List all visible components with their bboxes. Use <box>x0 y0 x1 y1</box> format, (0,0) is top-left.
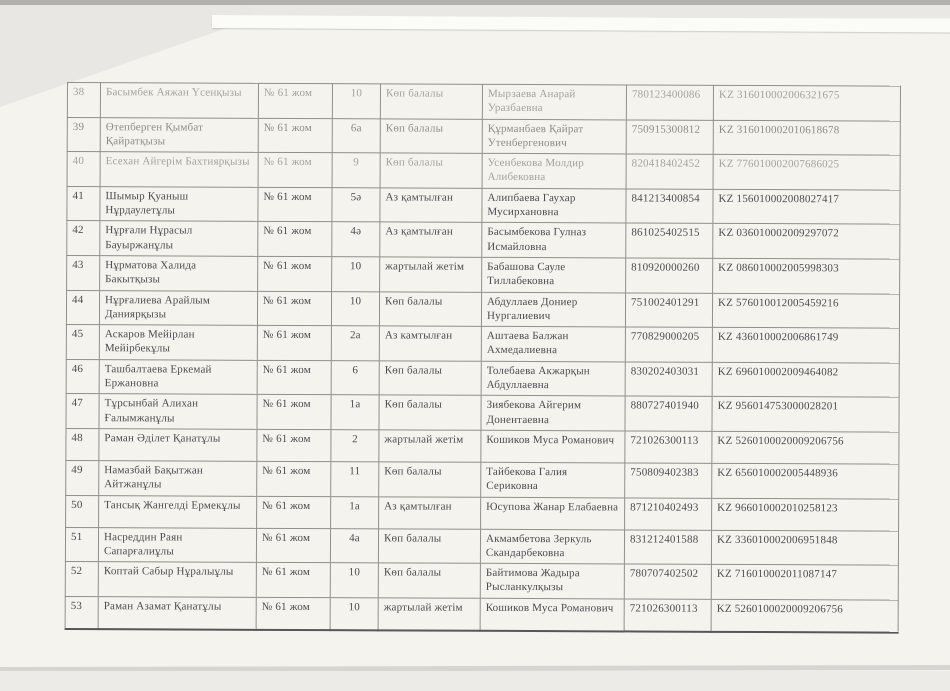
student-name: Нұрғалиева Арайлым Даниярқызы <box>99 290 257 325</box>
grade-value: 10 <box>332 257 380 292</box>
benefit-category: жартылай жетім <box>378 598 480 631</box>
parent-name: Мырзаева Анарай Уразбаевна <box>482 84 626 119</box>
row-number: 40 <box>67 152 100 187</box>
parent-name: Акмамбетова Зеркуль Скандарбековна <box>480 529 624 564</box>
table-row <box>66 290 899 328</box>
iin-number: 830202403031 <box>625 362 712 397</box>
school-name: № 61 жом <box>257 325 331 360</box>
grade-value: 4а <box>330 528 378 563</box>
table-row <box>66 495 899 531</box>
row-number: 49 <box>66 460 99 495</box>
benefit-category: Аз қамтылған <box>380 188 482 223</box>
student-name: Тұрсынбай Алихан Ғалымжанұлы <box>99 394 257 429</box>
parent-name: Құрманбаев Қайрат Утенбергенович <box>482 119 626 154</box>
student-name: Ташбалтаева Еркемай Ержановна <box>99 359 257 394</box>
benefit-category: Көп балалы <box>379 395 481 430</box>
row-number: 45 <box>66 325 99 360</box>
row-number: 41 <box>67 186 100 221</box>
iin-number: 841213400854 <box>626 189 713 224</box>
grade-value: 2 <box>331 430 379 462</box>
benefit-category: Көп балалы <box>379 291 481 326</box>
student-name: Раман Азамат Қанатұлы <box>98 596 256 629</box>
parent-name: Кошиков Муса Романович <box>480 598 624 631</box>
grade-value: 4ә <box>332 222 380 257</box>
student-name: Басымбек Аяжан Үсенқызы <box>100 83 258 118</box>
parent-name: Алипбаева Гаухар Мусирхановна <box>482 188 626 223</box>
grade-value: 5ә <box>332 187 380 222</box>
student-name: Насреддин Раян Сапарғалиұлы <box>98 527 256 562</box>
grade-value: 10 <box>330 563 378 598</box>
account-number: KZ 716010002011087147 <box>711 564 898 599</box>
row-number: 46 <box>66 359 99 394</box>
benefit-category: жартылай жетім <box>379 430 481 462</box>
iin-number: 861025402515 <box>626 223 713 258</box>
school-name: № 61 жом <box>256 528 330 563</box>
iin-number: 810920000260 <box>626 258 713 293</box>
row-number: 44 <box>66 290 99 325</box>
table-row <box>65 596 898 632</box>
school-name: № 61 жом <box>256 597 330 630</box>
student-name: Нұрматова Халида Бакытқызы <box>100 256 258 291</box>
school-name: № 61 жом <box>257 461 331 496</box>
benefit-category: Көп балалы <box>378 528 480 563</box>
parent-name: Бабашова Сауле Тиллабековна <box>482 257 626 292</box>
iin-number: 751002401291 <box>625 293 712 328</box>
benefit-category: Аз қамтылған <box>380 222 482 257</box>
grade-value: 10 <box>331 291 379 326</box>
school-name: № 61 жом <box>258 187 332 222</box>
table-row <box>66 428 899 464</box>
parent-name: Зиябекова Айгерим Донентаевна <box>481 396 625 431</box>
parent-name: Басымбекова Гулназ Исмайловна <box>482 223 626 258</box>
account-number: KZ 5260100020009206756 <box>712 431 899 464</box>
account-number: KZ 336010002006951848 <box>711 530 898 565</box>
school-name: № 61 жом <box>257 496 331 528</box>
iin-number: 880727401940 <box>625 396 712 431</box>
benefit-category: Көп балалы <box>380 118 482 153</box>
student-name: Нұрғали Нұрасыл Бауыржанұлы <box>100 221 258 256</box>
parent-name: Тайбекова Галия Сериковна <box>481 462 625 497</box>
grade-value: 6а <box>332 118 380 153</box>
benefit-category: Аз қамтылған <box>379 496 481 528</box>
benefit-category: жартылай жетім <box>380 257 482 292</box>
account-number: KZ 696010002009464082 <box>712 362 899 397</box>
account-number: KZ 436010002006861749 <box>712 327 899 362</box>
table-row <box>67 152 900 190</box>
benefit-category: Көп балалы <box>378 563 480 598</box>
iin-number: 721026300113 <box>625 431 712 463</box>
row-number: 43 <box>67 255 100 290</box>
account-number: KZ 956014753000028201 <box>712 397 899 432</box>
row-number: 38 <box>67 83 100 118</box>
iin-number: 820418402452 <box>626 154 713 189</box>
iin-number: 770829000205 <box>625 327 712 362</box>
school-name: № 61 жом <box>258 256 332 291</box>
school-name: № 61 жом <box>258 153 332 188</box>
row-number: 51 <box>65 527 98 562</box>
school-name: № 61 жом <box>257 429 331 461</box>
account-number: KZ 316010002006321675 <box>713 85 900 120</box>
iin-number: 780707402502 <box>624 564 711 599</box>
school-name: № 61 жом <box>257 395 331 430</box>
grade-value: 1а <box>331 395 379 430</box>
benefit-category: Аз камтылған <box>379 326 481 361</box>
iin-number: 871210402493 <box>625 497 712 529</box>
table-row <box>67 83 900 121</box>
student-name: Есехан Айгерім Бахтиярқызы <box>100 152 258 187</box>
grade-value: 1а <box>331 496 379 528</box>
benefit-category: Көп балалы <box>380 84 482 119</box>
grade-value: 11 <box>331 462 379 497</box>
school-name: № 61 жом <box>258 83 332 118</box>
table-row <box>66 394 899 432</box>
benefit-category: Көп балалы <box>380 153 482 188</box>
table-row <box>66 359 899 397</box>
student-name: Аскаров Мейірлан Мейірбекұлы <box>99 325 257 360</box>
table-row <box>65 527 898 565</box>
grade-value: 2а <box>331 326 379 361</box>
parent-name: Юсупова Жанар Елабаевна <box>481 497 625 530</box>
table-row <box>66 460 899 498</box>
parent-name: Абдуллаев Дониер Нургалиевич <box>481 292 625 327</box>
parent-name: Толебаева Акжарқын Абдуллаевна <box>481 361 625 396</box>
table-row <box>67 255 900 293</box>
row-number: 47 <box>66 394 99 429</box>
school-name: № 61 жом <box>257 291 331 326</box>
benefit-category: Көп балалы <box>379 462 481 497</box>
grade-value: 10 <box>332 84 380 119</box>
school-name: № 61 жом <box>258 222 332 257</box>
student-name: Раман Әділет Қанатұлы <box>99 429 257 462</box>
row-number: 39 <box>67 117 100 152</box>
iin-number: 831212401588 <box>624 529 711 564</box>
parent-name: Усенбекова Молдир Алибековна <box>482 153 626 188</box>
account-number: KZ 5260100020009206756 <box>711 599 898 632</box>
student-name: Коптай Сабыр Нұралыұлы <box>98 562 256 597</box>
school-name: № 61 жом <box>257 360 331 395</box>
benefit-category: Көп балалы <box>379 361 481 396</box>
school-name: № 61 жом <box>258 118 332 153</box>
row-number: 42 <box>67 221 100 256</box>
account-number: KZ 036010002009297072 <box>713 224 900 259</box>
table-row <box>67 117 900 155</box>
paper-bottom-area <box>0 671 950 691</box>
account-number: KZ 086010002005998303 <box>713 258 900 293</box>
account-number: KZ 576010012005459216 <box>712 293 899 328</box>
table-row <box>67 221 900 259</box>
table-row <box>65 562 898 600</box>
table-row <box>66 325 899 363</box>
student-name: Тансық Жангелді Ермекұлы <box>99 495 257 528</box>
account-number: KZ 966010002010258123 <box>712 498 899 531</box>
student-name: Өтепберген Қымбат Қайратқызы <box>100 117 258 152</box>
student-name: Шымыр Қуаныш Нұрдаулетұлы <box>100 186 258 221</box>
iin-number: 780123400086 <box>626 85 713 120</box>
student-table-container <box>65 82 901 633</box>
row-number: 50 <box>66 495 99 527</box>
row-number: 48 <box>66 428 99 460</box>
school-name: № 61 жом <box>256 562 330 597</box>
row-number: 53 <box>65 596 98 629</box>
student-table <box>65 82 901 633</box>
grade-value: 9 <box>332 153 380 188</box>
parent-name: Байтимова Жадыра Рысланкулқызы <box>480 563 624 598</box>
account-number: KZ 156010002008027417 <box>713 189 900 224</box>
account-number: KZ 316010002010618678 <box>713 120 900 155</box>
parent-name: Кошиков Муса Романович <box>481 430 625 463</box>
iin-number: 750915300812 <box>626 120 713 155</box>
iin-number: 721026300113 <box>624 599 711 632</box>
iin-number: 750809402383 <box>625 463 712 498</box>
parent-name: Аштаева Балжан Ахмедалиевна <box>481 326 625 361</box>
grade-value: 10 <box>330 597 378 630</box>
account-number: KZ 656010002005448936 <box>712 463 899 498</box>
row-number: 52 <box>65 562 98 597</box>
student-name: Намазбай Бақытжан Айтжанұлы <box>99 461 257 496</box>
account-number: KZ 776010002007686025 <box>713 155 900 190</box>
table-row <box>67 186 900 224</box>
grade-value: 6 <box>331 360 379 395</box>
